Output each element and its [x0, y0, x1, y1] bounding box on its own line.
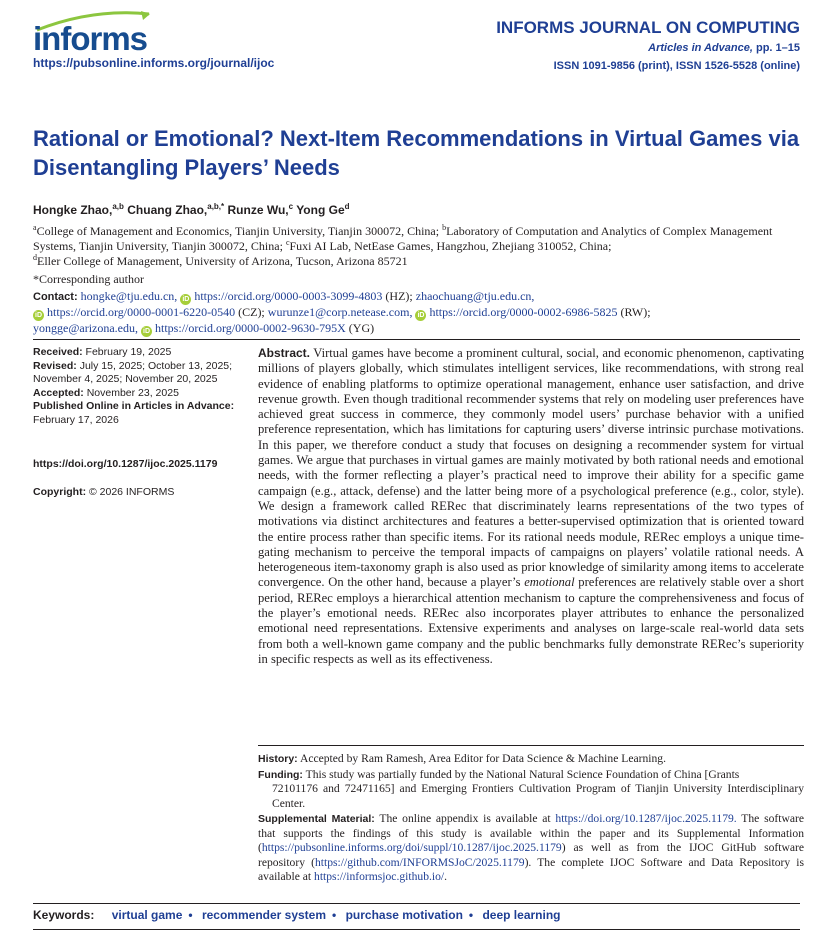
- github-link[interactable]: https://github.com/INFORMSJoC/2025.1179: [314, 855, 525, 869]
- keyword[interactable]: purchase motivation: [345, 908, 463, 922]
- author-name[interactable]: Hongke Zhao,: [33, 203, 113, 217]
- email-link[interactable]: wurunze1@corp.netease.com,: [267, 305, 413, 319]
- orcid-link[interactable]: https://orcid.org/0000-0001-6220-0540: [47, 305, 236, 319]
- keyword[interactable]: recommender system: [201, 908, 327, 922]
- doi-link[interactable]: https://doi.org/10.1287/ijoc.2025.1179: [33, 458, 218, 470]
- articles-in-advance: Articles in Advance, pp. 1–15: [648, 42, 800, 54]
- journal-info: [496, 18, 800, 72]
- divider: [33, 339, 800, 340]
- orcid-icon: iD: [143, 328, 151, 335]
- article-notes: [258, 752, 804, 886]
- divider: [33, 903, 800, 904]
- supplemental-note: Supplemental Material: The online appendix is available at https://doi.org/10.1287/ijoc.2025.1179. The software that supports the findings of this study is available within the paper and its Supplemental Information (https://pubsonline.informs.org/doi/suppl/10.1287/ijoc.2025.1179) as well as from the IJOC GitHub software repository (https://github.com/INFORMSJoC/2025.1179). The complete IJOC Software and Data Repository is available at https://informsjoc.github.io/.: [258, 812, 804, 883]
- orcid-icon: iD: [417, 312, 425, 319]
- email-link[interactable]: yongge@arizona.edu,: [33, 321, 139, 335]
- contact-info: Contact: hongke@tju.edu.cn, iD https://orcid.org/0000-0003-3099-4803 (HZ); zhaochuang@tju.edu.cn, iD https://orcid.org/0000-0001-6220-0540 (CZ); wurunze1@corp.netease.com, iD https://orcid.org/0000-0002-6986-5825 (RW); yongge@arizona.edu, iD https://orcid.org/0000-0002-9630-795X (YG): [33, 289, 651, 335]
- orcid-link[interactable]: https://orcid.org/0000-0003-3099-4803: [194, 289, 383, 303]
- orcid-icon: iD: [35, 312, 42, 319]
- funding-note: Funding: This study was partially funded by the National Natural Science Foundation of China [Grants 72101176 and 72471165] and Emerging Frontiers Cultivation Program of Tianjin University Interdisciplinary Center.: [258, 767, 804, 810]
- keyword[interactable]: virtual game: [111, 908, 183, 922]
- copyright: Copyright: © 2026 INFORMS: [33, 486, 175, 498]
- corresponding-author-note: *Corresponding author: [33, 272, 144, 286]
- logo-text: informs: [33, 20, 148, 57]
- orcid-link[interactable]: https://orcid.org/0000-0002-9630-795X: [155, 321, 346, 335]
- orcid-link[interactable]: https://orcid.org/0000-0002-6986-5825: [429, 305, 618, 319]
- divider: [33, 929, 800, 930]
- abstract: Abstract. Virtual games have become a prominent cultural, social, and economic phenomenon, captivating millions of players globally, which stimulates intelligent services, like recommendations, with strong real evidence of enabling platforms to optimize operational management, enhance user satisfaction, and drive revenue growth. Even though traditional recommender systems that rely on modeling user preferences have achieved great success in commerce, they commonly model users’ purchase behavior with a unified preference representation, which has limitations for capturing users’ diverse intrinsic purchase motivations. In this paper, we therefore conduct a study that focuses on designing a recommender system for virtual games. We argue that purchases in virtual games are mainly motivated by both rational needs and emotional needs, with the former reflecting a player’s practical need to improve their ability for a specific game campaign (e.g., attack, defense) and the latter being more of a psychological preference (e.g., color, style). We design a framework called RERec that discriminately learns representations of the two types of motivations via distinct architectures and features a better-supervised optimization that is oriented toward the entire process rather than specific items. For its rational needs module, RERec employs a unique time-gating mechanism to perceive the temporal impacts of campaigns on players’ volatile rational needs. A heterogeneous item-taxonomy graph is also used as prior knowledge of similarity among items to accelerate convergence. On the other hand, because a player’s emotional preferences are relatively stable over a short period, RERec employs a hierarchical attention mechanism to capture the comprehensiveness and focus of the player’s emotional needs. RERec also incorporates player attributes to enhance the personalized emotional need representations. Extensive experiments and analyses on large-scale real-world data sets from both a well-known game company and the public benchmarks fully demonstrate RERec’s superiority in specific respects as well as its effectiveness.: [258, 346, 805, 666]
- orcid-icon: iD: [182, 296, 190, 303]
- repository-link[interactable]: https://informsjoc.github.io/: [314, 870, 445, 883]
- informs-logo[interactable]: [33, 20, 147, 58]
- author-list: Hongke Zhao,$^{a,b}$ Chuang Zhao,$^{a,b,*}$ Runze Wu,$^c$ Yong Ge$^d$: [33, 202, 350, 217]
- journal-url-link[interactable]: https://pubsonline.informs.org/journal/ijoc: [33, 56, 275, 70]
- keywords: Keywords: virtual game • recommender system • purchase motivation • deep learning: [33, 908, 561, 922]
- author-name[interactable]: Yong Ge: [296, 203, 345, 217]
- keyword[interactable]: deep learning: [482, 908, 561, 922]
- article-dates: Received: February 19, 2025 Revised: July 15, 2025; October 13, 2025; November 4, 2025; November 20, 2025 Accepted: November 23, 2025 Published Online in Articles in Advance: February 17, 2026: [33, 346, 235, 426]
- history-note: History: Accepted by Ram Ramesh, Area Editor for Data Science & Machine Learning.: [258, 752, 666, 765]
- affiliations: $^a$College of Management and Economics, Tianjin University, Tianjin 300072, China; $^b$Laboratory of Computation and Analytics of Complex Management Systems, Tianjin University, Tianjin 300072, China; $^c$Fuxi AI Lab, NetEase Games, Hangzhou, Zhejiang 310052, China; $^d$Eller College of Management, University of Arizona, Tucson, Arizona 85721: [33, 223, 773, 268]
- contact-label: Contact:: [33, 291, 78, 303]
- appendix-link[interactable]: https://doi.org/10.1287/ijoc.2025.1179.: [555, 812, 737, 825]
- email-link[interactable]: hongke@tju.edu.cn,: [80, 289, 178, 303]
- abstract-label: Abstract.: [258, 346, 311, 360]
- issn: ISSN 1091-9856 (print), ISSN 1526-5528 (online): [553, 60, 800, 72]
- journal-name: INFORMS JOURNAL ON COMPUTING: [496, 18, 800, 37]
- email-link[interactable]: zhaochuang@tju.edu.cn,: [415, 289, 535, 303]
- divider: [258, 745, 804, 746]
- keywords-label: Keywords:: [33, 908, 95, 922]
- article-title: Rational or Emotional? Next-Item Recommendations in Virtual Games via Disentangling Players’ Needs: [33, 126, 800, 180]
- author-name[interactable]: Runze Wu,: [227, 203, 289, 217]
- supplemental-link[interactable]: https://pubsonline.informs.org/doi/suppl/10.1287/ijoc.2025.1179: [261, 841, 562, 854]
- author-name[interactable]: Chuang Zhao,: [127, 203, 208, 217]
